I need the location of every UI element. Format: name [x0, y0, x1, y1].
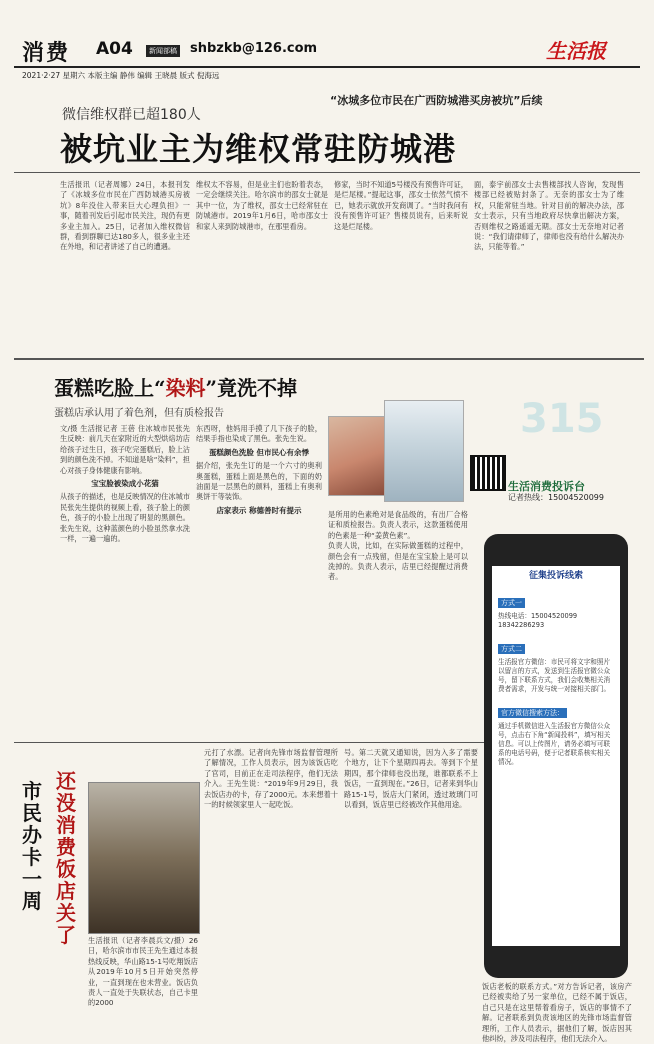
story3-column-2: 元打了水漂。记者向先锋市场监督管理所了解情况，工作人员表示，因为该饭店吃了官司，目前正在走司法程序，他们无法介入。王先生说：“2019年9月29日，我去饭店办的卡，存了2000元。本来想着十一的时候领家里人一起吃饭。	[204, 748, 338, 810]
phone-heading: 征集投诉线索	[528, 571, 583, 581]
story2-column-3	[328, 510, 468, 724]
story2-column-1-text: 文/摄 生活报记者 王蓓 住冰城市民张先生反映：前几天在家附近的大型烘焙坊店给孩子过生日，孩子吃完蛋糕后，脸上沾到的颜色洗不掉。不知道是啥“染料”，担心对孩子身体健康有影响。	[60, 424, 190, 475]
desk-reporter: 记者热线：15004520099	[508, 493, 604, 502]
way2-label: 方式二	[498, 644, 525, 654]
email-address[interactable]: shbzkb@126.com	[190, 41, 318, 56]
story2-headline	[54, 372, 297, 401]
news-tag: 新闻部稿	[146, 45, 180, 57]
story1-kicker-right: “冰城多位市民在广西防城港买房被坑”后续	[330, 94, 543, 107]
phone-content	[498, 590, 614, 940]
way1-label: 方式一	[498, 598, 525, 608]
story2-subhead-1: 宝宝脸被染成小花猫	[91, 479, 159, 489]
story3-vertical-subtitle: 还没消费 饭店关了	[56, 769, 76, 947]
story1-column-2: 维权太不容易，但是业主们也盼着表态，一定会继续关注。哈尔滨市的邵女士就是其中一位，为了维权，邵女士已经常驻在防城港市。2019年1月6日，哈市邵女士和家人来到防城港市，在那里看房。	[196, 180, 328, 231]
section-name: 消费	[22, 40, 71, 66]
story2-column-2	[196, 424, 322, 724]
story2-column-2-text: 东西呀，他妈用手摸了几下孩子的脸，结果手指也染成了黑色。张先生说。	[196, 424, 322, 444]
story2-column-2b-text: 据介绍，张先生订的是一个六寸的奥利奥蛋糕，蛋糕上面是黑色的，下面的奶油面是一层黑色的颜料，蛋糕上有奥利奥饼干等装饰。	[196, 461, 322, 502]
story3-rule	[14, 742, 484, 743]
story1-headline: 被坑业主为维权常驻防城港	[60, 130, 457, 168]
story2-subhead-2: 蛋糕颜色洗脸 但市民心有余悸	[208, 447, 310, 457]
story2-headline-highlight: 染料	[165, 376, 206, 400]
badge-315: 315	[520, 396, 604, 442]
qr-code[interactable]	[470, 455, 506, 491]
restaurant-photo	[88, 782, 200, 934]
story1-kicker: 微信维权群已超180人	[62, 107, 201, 123]
story2-column-1b-text: 从孩子的描述，也是反映情况的住冰城市民张先生提供的视频上看，孩子脸上的颜色，孩子的小脸上出现了明显的黑颜色。张先生说，这种蓝颜色的小脸虽然拿水洗一样，一遍一遍的。	[60, 492, 190, 544]
story1-column-4: 面，泰宇前邵女士去售楼部找人咨询，发现售楼部已经被贴封条了。无奈的邵女士为了维权，只能常驻当地。针对目前的解决办法，邵女士表示，只有当地政府尽快拿出解决方案，否则维权之路遥遥无期。邵女士无奈地对记者说：“我们请律师了，律师也没有给什么解决办法，只能等着。”	[474, 180, 624, 252]
story2-column-3b-text: 负责人说，比如，在实际做蛋糕的过程中，颜色会有一点残留，但是在宝宝脸上是可以洗掉的。负责人表示，店里已经提醒过消费者。	[328, 541, 468, 582]
desk-title: 生活消费投诉台	[508, 480, 585, 493]
baby-photo	[328, 416, 385, 496]
story1-column-3: 修家，当时不知道5号楼没有预售许可证，是烂尾楼。”提起这事，邵女士依然气愤不已，她表示就放开发商调了。“当时我问有没有预售许可证？售楼员说有，后来听说这是烂尾楼。	[334, 180, 468, 231]
story2-headline-part-a: 蛋糕吃脸上“	[54, 376, 166, 400]
story1-column-1: 生活报讯（记者周娜）24日，本报刊发了《冰城多位市民在广西防城港买房被坑》8年没住入带来巨大心理负担》一事，随着刊发后引起市民关注，现仍有更多业主加入。25日，记者加入维权微信群，看到群聊已达180多人，很多业主还在外地，和记者讲述了自己的遭遇。	[60, 180, 190, 252]
story2-subhead-3: 店家表示 称德善时有提示	[216, 505, 302, 515]
way3-text: 通过手机微信进入生活报官方微信公众号，点击右下角“新闻投料”，填写相关信息。可以上传图片，请务必填写可联系的电话号码，便于记者联系核实相关情况。	[498, 722, 611, 766]
story2-subtitle: 蛋糕店承认用了着色剂，但有质检报告	[54, 408, 224, 419]
story2-column-3-text: 是所用的色素绝对是食品级的，有出厂合格证和质检报告。负责人表示，这款蛋糕使用的色素是一种“姜黄色素”。	[328, 510, 468, 540]
way2-text: 生活报官方微信：市民可将文字和照片以留言的方式，发送到生活报官微公众号，留下联系方式，我们会收集相关消费者需求，开发与统一对接相关部门。	[498, 658, 611, 693]
story2-headline-part-c: ”竟洗不掉	[205, 376, 298, 400]
header-divider	[14, 66, 640, 68]
story2-column-1	[60, 424, 190, 724]
newspaper-logo: 生活报	[546, 39, 606, 63]
way1-text: 热线电话：15004520099 18342286293	[498, 612, 578, 629]
dateline: 2021·2·27 星期六 本版主编 静伟 编辑 王晓晨 版式 倪海远	[22, 71, 220, 80]
story1-rule	[14, 172, 640, 173]
story3-column-1: 生活报讯（记者李晨兵文/摄）26日，哈尔滨市市民王先生通过本报热线反映，华山路15-1号吃翔饭店从2019年10月5日开始突然停业，一直到现在也未营业。饭店负责人一直处于失联状态，自己卡里的2000	[88, 936, 198, 1008]
way3-label: 官方微信搜索方法：	[498, 708, 567, 718]
page-number: A04	[96, 39, 133, 59]
story3-column-4: 饭店老板的联系方式。”对方告诉记者，该房产已经被卖给了另一家单位，已经不属于饭店，自己只是在这里帮着看房子，饭店的事情不了解。记者联系到负责该地区的先锋市场监督管理所，工作人员表示，据他们了解，饭店因其他纠纷，涉及司法程序，他们无法介入。	[482, 982, 632, 1044]
story3-column-3: 号。第二天就又通知说，因为入多了需要个地方，让下个星期四再去。等到下个星期四，那个律师也没出现，谁都联系不上饭店，一直到现在。”26日，记者来到华山路15-1号，饭店大门紧闭，透过玻璃门可以看到，饭店里已经被改作其他用途。	[344, 748, 478, 810]
story3-vertical-title: 市民办卡一周	[22, 779, 42, 913]
cake-photo	[384, 400, 464, 502]
